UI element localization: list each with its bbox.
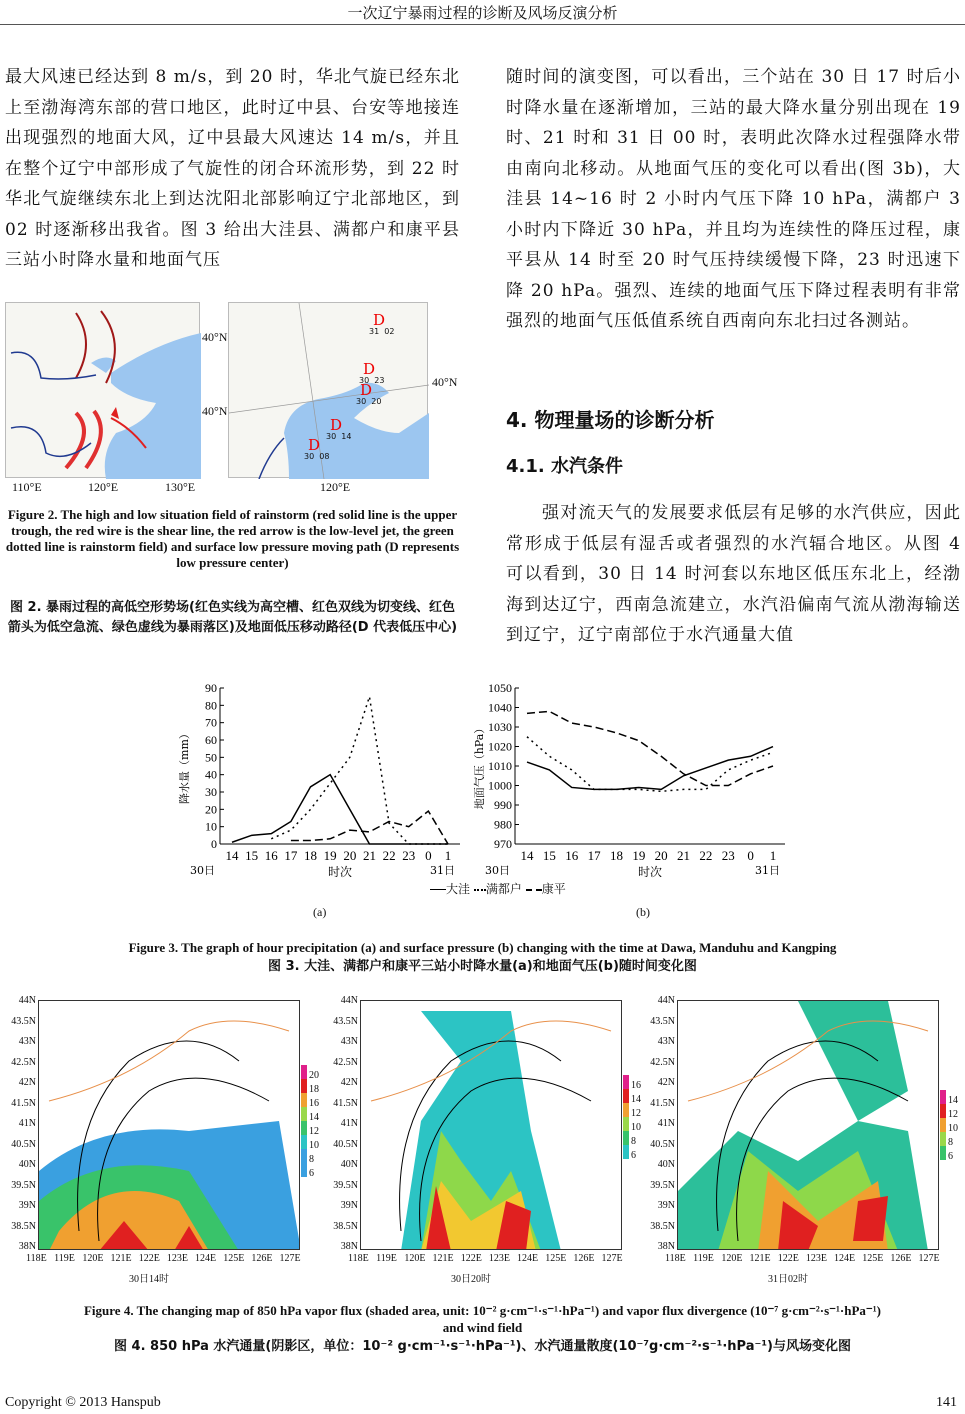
latitude-label: 40.5N [650,1138,675,1150]
colorbar-swatch [301,1065,307,1079]
colorbar-label: 16 [631,1080,641,1091]
longitude-label: 119E [693,1253,714,1264]
latitude-label: 42N [340,1077,358,1088]
marker-time: 30 20 [356,397,382,406]
colorbar-swatch [940,1146,946,1160]
longitude-label: 119E [54,1253,75,1264]
latitude-label: 41.5N [650,1097,675,1109]
x-end-label: 31日 [755,864,780,877]
longitude-label: 127E [601,1253,623,1264]
marker-symbol: D [308,436,321,454]
colorbar-swatch [940,1104,946,1118]
longitude-label: 122E [777,1253,799,1264]
x-axis-title: 时次 [327,865,353,879]
colorbar-swatch [301,1135,307,1149]
x-tick-label: 14 [520,848,534,863]
vapor-flux-map-panel [677,1000,939,1250]
latitude-label: 44N [18,995,36,1006]
latitude-label: 40.5N [11,1138,36,1150]
pressure-chart [470,676,800,906]
colorbar-label: 12 [631,1108,641,1119]
y-tick-label: 0 [211,837,217,851]
low-pressure-marker [356,381,382,406]
colorbar-label: 18 [309,1084,319,1095]
x-tick-label: 17 [587,848,601,863]
longitude-label: 119E [376,1253,397,1264]
marker-time: 31 02 [369,327,395,336]
figure4-caption-en-cont: and wind field [442,1320,523,1335]
x-tick-label: 21 [677,848,691,863]
y-tick-label: 50 [205,750,217,765]
longitude-label: 118E [348,1253,369,1264]
x-tick-label: 20 [343,848,357,863]
longitude-label: 120E [82,1253,104,1264]
series-line-康平 [291,811,448,844]
legend-label: 康平 [541,882,566,896]
y-tick-label: 970 [494,837,512,851]
marker-time: 30 14 [326,432,352,441]
x-tick-label: 16 [565,848,579,863]
marker-symbol: D [373,311,386,329]
latitude-label: 44N [657,995,675,1006]
latitude-label: 39N [340,1200,358,1211]
lon-label: 120°E [320,480,351,494]
colorbar-swatch [301,1149,307,1163]
x-tick-label: 0 [747,848,754,863]
x-tick-label: 22 [699,848,713,863]
y-tick-label: 1040 [488,700,512,715]
y-tick-label: 40 [205,767,217,782]
latitude-label: 43N [657,1036,675,1047]
figure2-caption-zh: 图 2. 暴雨过程的高低空形势场(红色实线为高空槽、红色双线为切变线、红色箭头为低空急流、绿色虚线为暴雨落区)及地面低压移动路径(D 代表低压中心) [7,600,458,635]
lon-label: 130°E [165,480,196,494]
colorbar-swatch [623,1089,629,1103]
marker-time: 30 23 [359,376,385,385]
colorbar-swatch [940,1118,946,1132]
marker-symbol: D [360,381,373,399]
series-line-康平 [527,711,773,785]
x-tick-label: 16 [264,848,278,863]
y-tick-label: 980 [494,817,512,832]
series-line-满都户 [527,737,773,792]
colorbar-label: 10 [309,1140,319,1151]
latitude-label: 38.5N [650,1220,675,1232]
x-tick-label: 23 [402,848,416,863]
longitude-label: 124E [834,1253,856,1264]
longitude-label: 125E [862,1253,884,1264]
latitude-label: 42N [18,1077,36,1088]
lat-label: 40°N [202,404,228,418]
longitude-label: 126E [251,1253,273,1264]
x-tick-label: 20 [654,848,668,863]
lon-label: 120°E [88,480,119,494]
x-end-label: 31日 [430,864,455,877]
colorbar-swatch [301,1079,307,1093]
x-tick-label: 23 [721,848,735,863]
x-tick-label: 15 [245,848,259,863]
longitude-label: 124E [517,1253,539,1264]
marker-symbol: D [330,416,343,434]
longitude-label: 126E [573,1253,595,1264]
latitude-label: 41N [18,1118,36,1129]
latitude-label: 40N [340,1159,358,1170]
x-tick-label: 14 [225,848,239,863]
latitude-label: 39N [18,1200,36,1211]
latitude-label: 39.5N [650,1179,675,1191]
latitude-label: 42.5N [650,1056,675,1068]
colorbar-swatch [940,1090,946,1104]
upper-level-map-graphic [6,303,201,479]
colorbar-label: 10 [948,1123,958,1134]
lat-label: 40°N [432,375,458,389]
panel-time-label: 30日20时 [451,1274,491,1285]
subsection-heading: 4.1. 水汽条件 [506,456,623,477]
figure3-caption-zh: 图 3. 大洼、满都户和康平三站小时降水量(a)和地面气压(b)随时间变化图 [268,959,697,974]
colorbar-swatch [940,1132,946,1146]
colorbar-label: 8 [631,1136,636,1147]
vapor-flux-map-panel [38,1000,300,1250]
lat-label: 40°N [202,330,228,344]
figure2-caption-en: Figure 2. The high and low situation field of rainstorm (red solid line is the upper trough, the red wire is the shear line, the red arrow is the low-level jet, the green dotted line is rainstorm field) and surface low pressure moving path (D represents low pressure center) [5,507,460,570]
latitude-label: 43.5N [650,1015,675,1027]
colorbar-label: 20 [309,1070,319,1081]
longitude-label: 127E [279,1253,301,1264]
section-heading: 4. 物理量场的诊断分析 [506,408,715,432]
longitude-label: 123E [805,1253,827,1264]
y-tick-label: 70 [205,715,217,730]
y-axis-title: 地面气压（hPa） [473,722,486,810]
chart-legend [430,880,566,897]
low-pressure-marker [369,311,395,336]
longitude-label: 126E [890,1253,912,1264]
longitude-label: 122E [138,1253,160,1264]
latitude-label: 40.5N [333,1138,358,1150]
body-paragraph-water-vapor: 强对流天气的发展要求低层有足够的水汽供应，因此常形成于低层有湿舌或者强烈的水汽辐合地区。从图 4 可以看到，30 日 14 时河套以东地区低压东北上，经渤海到达辽宁，西南急流建立，水汽沿偏南气流从渤海输送到辽宁，辽宁南部位于水汽通量大值 [506,503,961,645]
figure2-left-map [5,302,200,478]
latitude-label: 39N [657,1200,675,1211]
longitude-label: 123E [488,1253,510,1264]
panel-label-b: (b) [636,905,650,919]
colorbar-swatch [623,1117,629,1131]
longitude-label: 125E [223,1253,245,1264]
latitude-label: 43N [340,1036,358,1047]
longitude-label: 123E [166,1253,188,1264]
colorbar-swatch [623,1145,629,1159]
longitude-label: 125E [545,1253,567,1264]
panel-time-label: 30日14时 [129,1274,169,1285]
low-pressure-marker [304,436,330,461]
longitude-label: 127E [918,1253,940,1264]
figure4-caption-zh: 图 4. 850 hPa 水汽通量(阴影区，单位：10⁻² g·cm⁻¹·s⁻¹·hPa⁻¹)、水汽通量散度(10⁻⁷g·cm⁻²·s⁻¹·hPa⁻¹)与风场变化图 [114,1339,851,1354]
longitude-label: 121E [432,1253,454,1264]
y-tick-label: 1030 [488,720,512,734]
colorbar-swatch [623,1103,629,1117]
body-paragraph-left: 最大风速已经达到 8 m/s，到 20 时，华北气旋已经东北上至渤海湾东部的营口地区，此时辽中县、台安等地接连出现强烈的地面大风，辽中县最大风速达 14 m/s，并且在整个辽宁中部形成了气旋性的闭合环流形势，到 22 时华北气旋继续东北上到达沈阳北部影响辽宁北部地区，到 02 时逐渐移出我省。图 3 给出大洼县、满都户和康平县三站小时降水量和地面气压 [5,67,460,270]
x-tick-label: 1 [444,848,452,863]
colorbar-swatch [301,1093,307,1107]
latitude-label: 41N [657,1118,675,1129]
latitude-label: 40N [18,1159,36,1170]
latitude-label: 38.5N [11,1220,36,1232]
y-tick-label: 1000 [488,778,512,793]
latitude-label: 38N [18,1241,36,1252]
colorbar-swatch [623,1131,629,1145]
latitude-label: 44N [340,995,358,1006]
y-tick-label: 20 [205,802,217,817]
longitude-label: 120E [404,1253,426,1264]
precipitation-chart [175,676,475,906]
marker-symbol: D [363,360,376,378]
lon-label: 110°E [12,480,42,494]
longitude-label: 122E [460,1253,482,1264]
body-paragraph-right: 随时间的演变图，可以看出，三个站在 30 日 17 时后小时降水量在逐渐增加，三站的最大降水量分别出现在 19 时、21 时和 31 日 00 时，表明此次降水过程强降水带由南向北移动。从地面气压的变化可以看出(图 3b)，大洼县 14~16 时 2 小时内气压下降 10 hPa，满都户 3 小时内下降近 30 hPa，并且均为连续性的降压过程，康平县从 14 时至 20 时气压持续缓慢下降，23 时迅速下降 20 hPa。强烈、连续的地面气压下降过程表明有非常强烈的地面气压低值系统自西南向东北扫过各测站。 [506,67,961,331]
vapor-flux-map-panel [360,1000,622,1250]
series-line-大洼 [232,775,448,844]
latitude-label: 43N [18,1036,36,1047]
colorbar-label: 6 [309,1168,314,1179]
latitude-label: 43.5N [11,1015,36,1027]
latitude-label: 38N [340,1241,358,1252]
x-tick-label: 15 [542,848,556,863]
y-tick-label: 10 [205,819,217,834]
latitude-label: 42N [657,1077,675,1088]
panel-time-label: 31日02时 [768,1274,808,1285]
longitude-label: 121E [749,1253,771,1264]
colorbar-label: 8 [309,1154,314,1165]
legend-label: 满都户 [485,882,522,896]
longitude-label: 124E [195,1253,217,1264]
latitude-label: 40N [657,1159,675,1170]
copyright: Copyright © 2013 Hanspub [5,1395,161,1410]
colorbar-label: 16 [309,1098,319,1109]
vapor-flux-shading [39,1001,300,1250]
x-axis-title: 时次 [637,865,663,879]
x-tick-label: 17 [284,848,298,863]
latitude-label: 38N [657,1241,675,1252]
series-line-大洼 [527,747,773,790]
colorbar-swatch [301,1121,307,1135]
x-tick-label: 19 [632,848,646,863]
x-tick-label: 18 [609,848,623,863]
y-tick-label: 990 [494,798,512,812]
y-tick-label: 30 [205,785,217,799]
low-pressure-marker [326,416,352,441]
running-header: 一次辽宁暴雨过程的诊断及风场反演分析 [347,4,618,22]
y-tick-label: 1020 [488,739,512,754]
latitude-label: 42.5N [11,1056,36,1068]
colorbar-label: 10 [631,1122,641,1133]
x-tick-label: 1 [769,848,777,863]
x-tick-label: 22 [382,848,396,863]
x-tick-label: 18 [304,848,318,863]
y-tick-label: 1010 [488,759,512,773]
colorbar-swatch [623,1075,629,1089]
latitude-label: 41.5N [333,1097,358,1109]
colorbar-label: 6 [948,1151,953,1162]
longitude-label: 118E [26,1253,47,1264]
colorbar-label: 6 [631,1150,636,1161]
y-tick-label: 1050 [488,681,512,695]
longitude-label: 118E [665,1253,686,1264]
longitude-label: 120E [721,1253,743,1264]
colorbar-label: 14 [309,1112,319,1123]
latitude-label: 39.5N [333,1179,358,1191]
page-number: 141 [936,1395,957,1410]
header-divider [0,24,965,25]
x-tick-label: 21 [362,848,376,863]
x-start-label: 30日 [190,864,215,877]
colorbar-label: 12 [948,1109,958,1120]
figure3-caption-en: Figure 3. The graph of hour precipitation (a) and surface pressure (b) changing with the time at Dawa, Manduhu and Kangping [128,940,837,955]
colorbar-label: 12 [309,1126,319,1137]
colorbar-label: 14 [948,1095,958,1106]
latitude-label: 38.5N [333,1220,358,1232]
latitude-label: 43.5N [333,1015,358,1027]
legend-solid-line [430,889,446,890]
vapor-flux-shading [678,1001,939,1250]
panel-label-a: (a) [313,905,327,919]
y-tick-label: 90 [205,681,217,695]
y-tick-label: 60 [205,733,217,747]
colorbar-label: 8 [948,1137,953,1148]
colorbar-label: 14 [631,1094,641,1105]
colorbar-swatch [301,1107,307,1121]
x-start-label: 30日 [485,864,510,877]
legend-dotted-line [474,889,486,891]
series-line-满都户 [271,697,448,844]
longitude-label: 121E [110,1253,132,1264]
latitude-label: 42.5N [333,1056,358,1068]
x-tick-label: 19 [323,848,337,863]
marker-time: 30 08 [304,452,330,461]
legend-label: 大洼 [446,882,471,896]
latitude-label: 41.5N [11,1097,36,1109]
legend-dashed-line [526,889,542,891]
y-axis-title: 降水量（mm） [178,728,191,804]
latitude-label: 39.5N [11,1179,36,1191]
figure4-caption-en: Figure 4. The changing map of 850 hPa vapor flux (shaded area, unit: 10⁻² g·cm⁻¹·s⁻¹·hPa⁻¹) and vapor flux divergence (10⁻⁷ g·cm⁻²·s⁻¹·hPa⁻¹) [83,1303,882,1318]
y-tick-label: 80 [205,698,217,713]
latitude-label: 41N [340,1118,358,1129]
vapor-flux-shading [361,1001,622,1250]
colorbar-swatch [301,1163,307,1177]
x-tick-label: 0 [425,848,432,863]
